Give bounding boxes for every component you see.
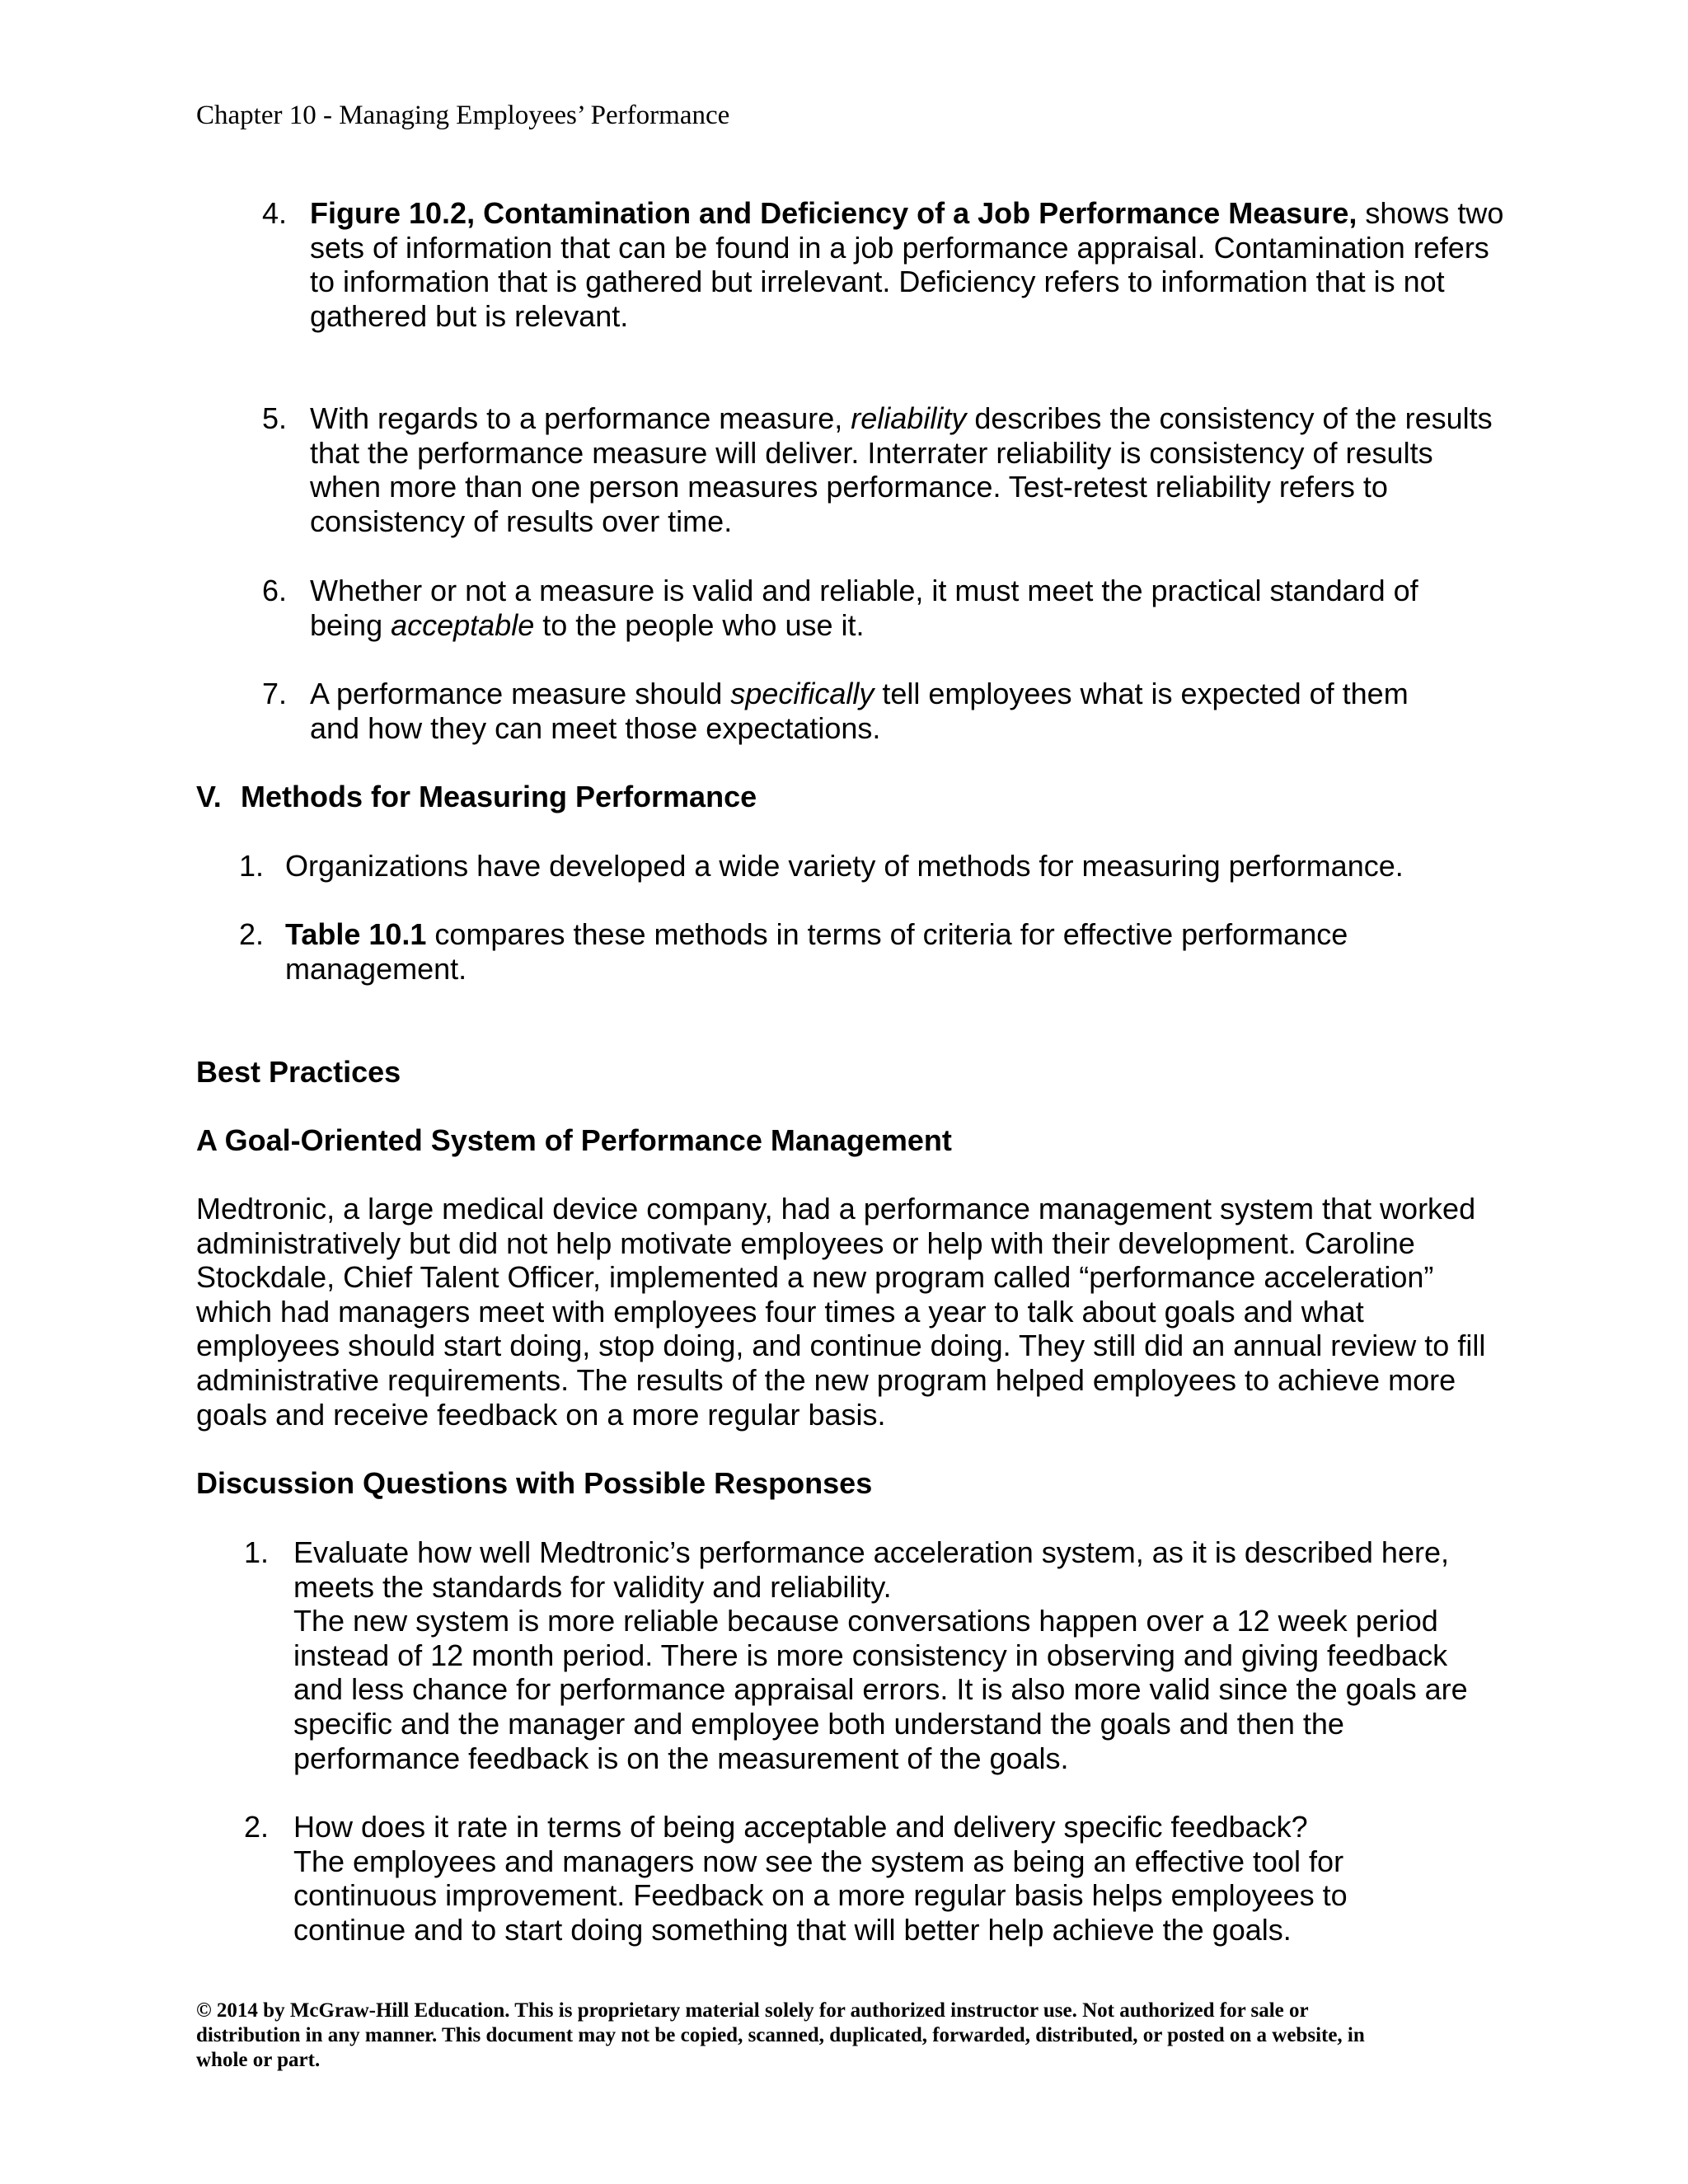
footer-line: whole or part. [196,2049,321,2071]
list-item-line: when more than one person measures performance. Test-retest reliability refers to [310,470,1388,504]
list-number: 1. [239,849,265,883]
list-item-line: Figure 10.2, Contamination and Deficiency of a Job Performance Measure, shows two [310,196,1504,230]
response-line: The new system is more reliable because conversations happen over a 12 week period [293,1604,1438,1638]
response-line: instead of 12 month period. There is more consistency in observing and giving feedback [293,1638,1448,1672]
response-line: continue and to start doing something that will better help achieve the goals. [293,1912,1292,1947]
running-header: Chapter 10 - Managing Employees’ Performance [196,101,730,130]
response-line: performance feedback is on the measurement of the goals. [293,1741,1069,1775]
emphasis: acceptable [391,607,535,642]
paragraph-line: administratively but did not help motivate employees or help with their development. Caroline [196,1226,1415,1260]
section-numeral: V. [196,780,222,813]
list-item-line: sets of information that can be found in a job performance appraisal. Contamination refers [310,230,1489,265]
paragraph-line: Medtronic, a large medical device company, had a performance management system that worked [196,1192,1476,1226]
paragraph-line: administrative requirements. The results of the new program helped employees to achieve more [196,1362,1456,1397]
list-item-line: Organizations have developed a wide variety of methods for measuring performance. [285,849,1404,883]
copyright-footer [196,1999,1365,2073]
discussion-heading: Discussion Questions with Possible Responses [196,1466,873,1500]
question-number: 2. [244,1810,270,1844]
list-item-line: Whether or not a measure is valid and reliable, it must meet the practical standard of [310,574,1418,607]
list-number: 2. [239,917,265,951]
section-title: Methods for Measuring Performance [241,780,757,813]
response-line: The employees and managers now see the system as being an effective tool for [293,1844,1344,1878]
footer-line: © 2014 by McGraw-Hill Education. This is proprietary material solely for authorized instructor use. Not authorized for sale or [196,1999,1309,2022]
response-line: continuous improvement. Feedback on a more regular basis helps employees to [293,1878,1348,1913]
paragraph-line: Stockdale, Chief Talent Officer, implemented a new program called “performance acceleration” [196,1260,1434,1295]
list-item-line: gathered but is relevant. [310,298,629,333]
best-practices-heading: Best Practices [196,1055,401,1089]
footer-line: distribution in any manner. This document may not be copied, scanned, duplicated, forwarded, distributed, or posted on a website, in [196,2024,1365,2046]
question-line: Evaluate how well Medtronic’s performance acceleration system, as it is described here, [293,1535,1449,1569]
paragraph-line: goals and receive feedback on a more regular basis. [196,1397,886,1432]
paragraph-line: employees should start doing, stop doing, and continue doing. They still did an annual review to fill [196,1329,1486,1363]
list-item-line: and how they can meet those expectations. [310,710,881,745]
list-item-line: consistency of results over time. [310,504,733,538]
list-item-line: being acceptable to the people who use it. [310,607,865,642]
question-line: meets the standards for validity and reliability. [293,1569,892,1604]
question-number: 1. [244,1535,270,1569]
table-reference: Table 10.1 [285,917,427,951]
list-item-line: A performance measure should specifically tell employees what is expected of them [310,677,1409,710]
list-item-line: management. [285,951,467,986]
response-line: specific and the manager and employee both understand the goals and then the [293,1706,1344,1741]
list-number: 4. [262,196,288,230]
response-line: and less chance for performance appraisal errors. It is also more valid since the goals are [293,1672,1468,1707]
list-item-line: With regards to a performance measure, reliability describes the consistency of the results [310,401,1493,435]
list-number: 5. [262,401,288,435]
emphasis: specifically [730,677,874,710]
list-number: 6. [262,574,288,607]
figure-reference: Figure 10.2, Contamination and Deficiency of a Job Performance Measure, [310,196,1357,230]
question-line: How does it rate in terms of being acceptable and delivery specific feedback? [293,1810,1308,1844]
section-heading [196,780,757,814]
paragraph-line: which had managers meet with employees four times a year to talk about goals and what [196,1294,1364,1329]
list-item-line: Table 10.1 compares these methods in terms of criteria for effective performance [285,917,1348,951]
list-item-line: that the performance measure will deliver. Interrater reliability is consistency of results [310,435,1433,470]
emphasis: reliability [851,401,967,435]
best-practices-paragraph [196,1192,1485,1432]
list-number: 7. [262,677,288,710]
list-item-line: to information that is gathered but irrelevant. Deficiency refers to information that is not [310,265,1445,299]
best-practices-subheading: A Goal-Oriented System of Performance Management [196,1123,952,1157]
